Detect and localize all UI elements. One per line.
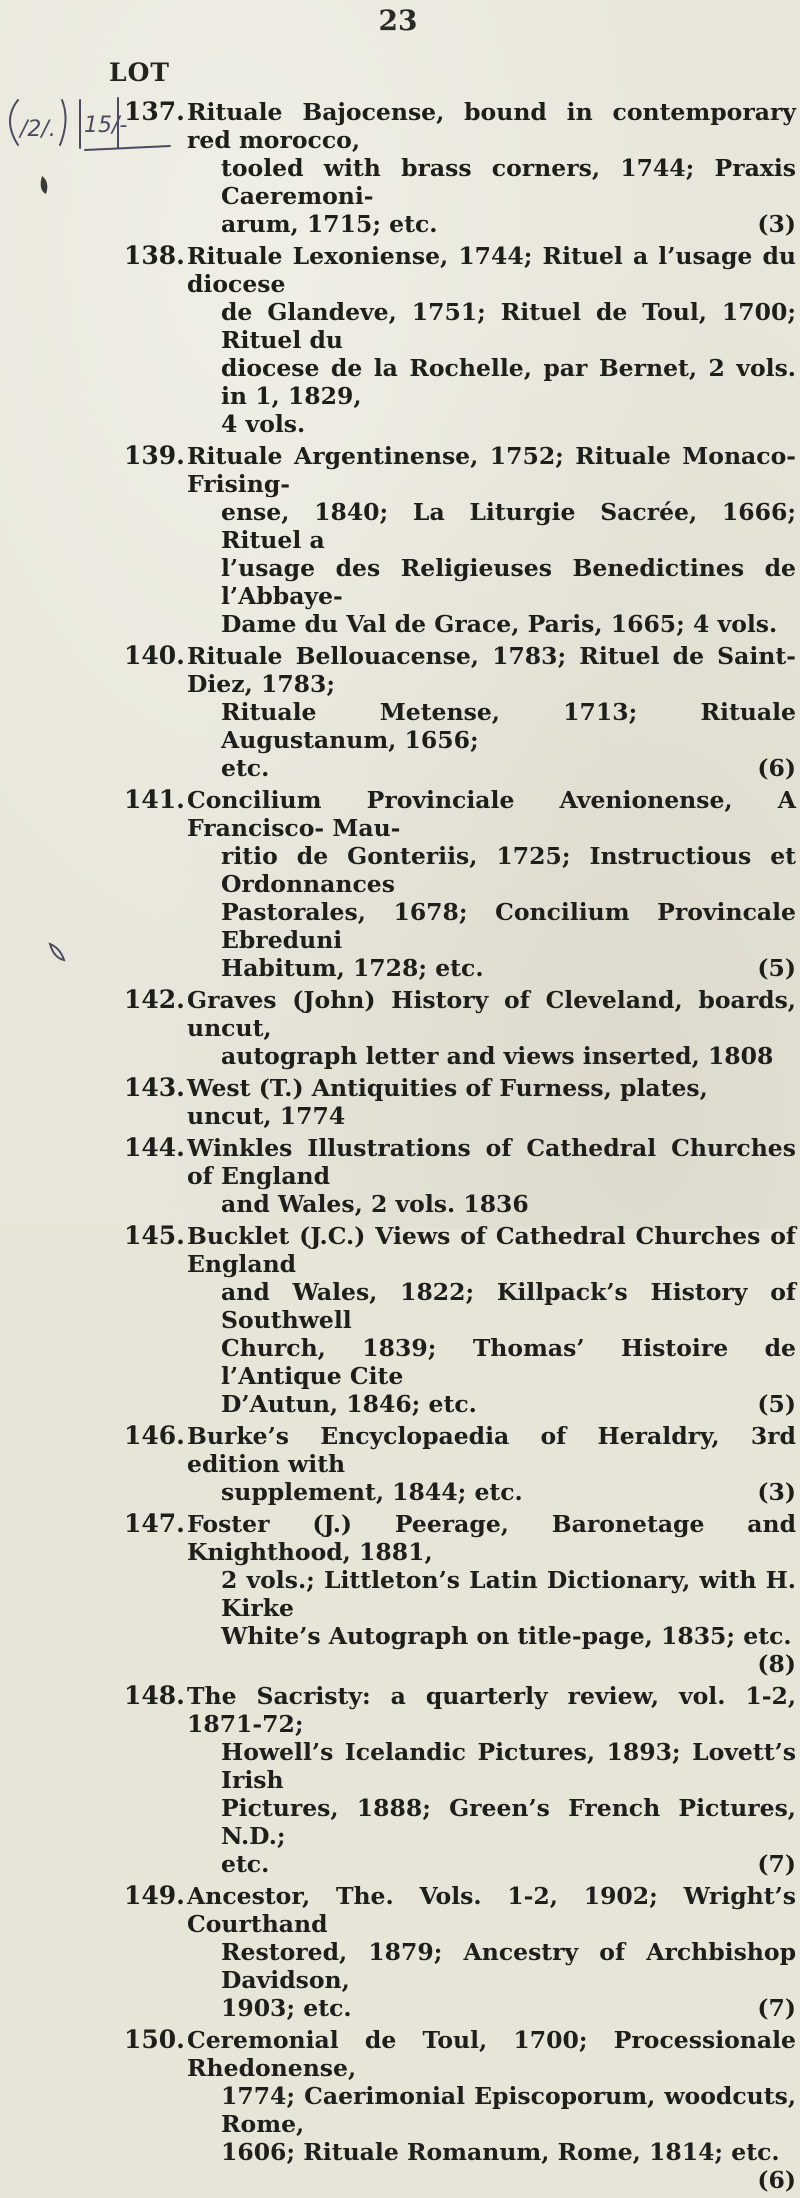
lot-number: 138.: [124, 241, 185, 270]
volume-count: (5): [757, 954, 796, 982]
volume-count: (5): [757, 1390, 796, 1418]
lot-number: 142.: [124, 985, 185, 1014]
desc-line: Restored, 1879; Ancestry of Archbishop Davidson,: [221, 1938, 796, 1994]
desc-line: and Wales, 1822; Killpack’s History of Southwell: [221, 1278, 796, 1334]
lot-number: 146.: [124, 1421, 185, 1450]
lot-entry-143: [124, 1074, 796, 1130]
volume-count: (8): [757, 1650, 796, 1678]
lot-entry-149: [124, 1882, 796, 2022]
desc-line-text: Habitum, 1728; etc.: [221, 954, 484, 982]
volume-count: (6): [757, 754, 796, 782]
desc-line: Pictures, 1888; Green’s French Pictures, N.D.;: [221, 1794, 796, 1850]
desc-line: Howell’s Icelandic Pictures, 1893; Lovett’s Irish: [221, 1738, 796, 1794]
price-note-left: /2/.: [20, 117, 56, 142]
desc-line: Dame du Val de Grace, Paris, 1665; 4 vols.: [221, 610, 778, 638]
lot-number: 148.: [124, 1681, 185, 1710]
lot-entry-147: [124, 1510, 796, 1678]
desc-line: The Sacristy: a quarterly review, vol. 1-2, 1871-72;: [187, 1682, 796, 1738]
desc-line-final: [187, 1390, 796, 1418]
pencil-mark-148: [50, 944, 64, 960]
lot-description: [187, 1074, 796, 1130]
desc-line: Rituale Argentinense, 1752; Rituale Monaco-Frising-: [187, 442, 796, 498]
lot-number: 137.: [124, 97, 185, 126]
lot-entry-144: [124, 1134, 796, 1218]
desc-line: 2 vols.; Littleton’s Latin Dictionary, with H. Kirke: [221, 1566, 796, 1622]
volume-count: (7): [757, 1994, 796, 2022]
desc-line-text: D’Autun, 1846; etc.: [221, 1390, 477, 1418]
lot-description: [187, 242, 796, 438]
lot-description: [187, 1222, 796, 1418]
lot-number: 149.: [124, 1881, 185, 1910]
desc-line-text: White’s Autograph on title-page, 1835; etc.: [221, 1622, 792, 1650]
lot-column-header: LOT: [109, 58, 170, 87]
lot-entry-140: [124, 642, 796, 782]
desc-line: Rituale Lexoniense, 1744; Rituel a l’usage du diocese: [187, 242, 796, 298]
lot-entry-142: [124, 986, 796, 1070]
lot-description: [187, 1682, 796, 1878]
desc-line-final: [187, 754, 796, 782]
lot-number: 147.: [124, 1509, 185, 1538]
desc-line: Winkles Illustrations of Cathedral Churches of England: [187, 1134, 796, 1190]
lot-entry-145: [124, 1222, 796, 1418]
desc-line-text: etc.: [221, 1850, 270, 1878]
desc-line-text: supplement, 1844; etc.: [221, 1478, 523, 1506]
desc-line-final: [187, 2138, 796, 2194]
lot-entry-150: [124, 2026, 796, 2194]
lot-description: [187, 1422, 796, 1506]
price-bracket-left: [10, 100, 18, 145]
desc-line: Church, 1839; Thomas’ Histoire de l’Antique Cite: [221, 1334, 796, 1390]
desc-line: Rituale Bellouacense, 1783; Rituel de Saint-Diez, 1783;: [187, 642, 796, 698]
lot-number: 140.: [124, 641, 185, 670]
volume-count: (6): [757, 2166, 796, 2194]
volume-count: (7): [757, 1850, 796, 1878]
desc-line: diocese de la Rochelle, par Bernet, 2 vols. in 1, 1829,: [221, 354, 796, 410]
lot-entry-139: [124, 442, 796, 638]
desc-line: ense, 1840; La Liturgie Sacrée, 1666; Rituel a: [221, 498, 796, 554]
lot-description: [187, 786, 796, 982]
desc-line: Concilium Provinciale Avenionense, A Francisco- Mau-: [187, 786, 796, 842]
ink-mark-138: [41, 176, 48, 194]
desc-line: Rituale Metense, 1713; Rituale Augustanum, 1656;: [221, 698, 796, 754]
desc-line-text: etc.: [221, 754, 270, 782]
desc-line: Pastorales, 1678; Concilium Provincale Ebreduni: [221, 898, 796, 954]
lot-description: [187, 642, 796, 782]
desc-line: tooled with brass corners, 1744; Praxis Caeremoni-: [221, 154, 796, 210]
lot-description: [187, 98, 796, 238]
lot-description: [187, 1882, 796, 2022]
lot-description: [187, 1510, 796, 1678]
desc-line-final: [187, 1622, 796, 1678]
lot-number: 143.: [124, 1073, 185, 1102]
desc-line: 1774; Caerimonial Episcoporum, woodcuts, Rome,: [221, 2082, 796, 2138]
desc-line-final: [187, 1850, 796, 1878]
lot-description: [187, 986, 796, 1070]
desc-line: Ancestor, The. Vols. 1-2, 1902; Wright’s Courthand: [187, 1882, 796, 1938]
desc-line-final: [187, 954, 796, 982]
desc-line-final: [187, 1478, 796, 1506]
desc-line-text: 1606; Rituale Romanum, Rome, 1814; etc.: [221, 2138, 780, 2166]
desc-line: West (T.) Antiquities of Furness, plates, uncut, 1774: [187, 1074, 708, 1130]
lot-number: 144.: [124, 1133, 185, 1162]
desc-line: Foster (J.) Peerage, Baronetage and Knighthood, 1881,: [187, 1510, 796, 1566]
desc-line: Ceremonial de Toul, 1700; Processionale Rhedonense,: [187, 2026, 796, 2082]
lot-entry-146: [124, 1422, 796, 1506]
desc-line: 4 vols.: [221, 410, 306, 438]
desc-line-text: arum, 1715; etc.: [221, 210, 438, 238]
desc-line-text: 1903; etc.: [221, 1994, 352, 2022]
desc-line: Burke’s Encyclopaedia of Heraldry, 3rd edition with: [187, 1422, 796, 1478]
desc-line: l’usage des Religieuses Benedictines de l’Abbaye-: [221, 554, 796, 610]
page-number: 23: [378, 4, 418, 37]
price-bracket-mid: [60, 100, 66, 145]
desc-line: Graves (John) History of Cleveland, boards, uncut,: [187, 986, 796, 1042]
lot-description: [187, 442, 796, 638]
desc-line: autograph letter and views inserted, 1808: [221, 1042, 774, 1070]
lot-number: 150.: [124, 2025, 185, 2054]
desc-line: Rituale Bajocense, bound in contemporary red morocco,: [187, 98, 796, 154]
lot-description: [187, 1134, 796, 1218]
lot-entry-148: [124, 1682, 796, 1878]
volume-count: (3): [757, 210, 796, 238]
lot-entry-137: [124, 98, 796, 238]
lot-entry-138: [124, 242, 796, 438]
lot-number: 141.: [124, 785, 185, 814]
price-note-right: 15/-: [84, 113, 128, 138]
lot-number: 145.: [124, 1221, 185, 1250]
desc-line: ritio de Gonteriis, 1725; Instructious et Ordonnances: [221, 842, 796, 898]
lot-description: [187, 2026, 796, 2194]
desc-line: and Wales, 2 vols. 1836: [221, 1190, 529, 1218]
desc-line-final: [187, 1994, 796, 2022]
lot-list: [124, 98, 796, 2198]
lot-entry-141: [124, 786, 796, 982]
desc-line: de Glandeve, 1751; Rituel de Toul, 1700; Rituel du: [221, 298, 796, 354]
volume-count: (3): [757, 1478, 796, 1506]
desc-line-final: [187, 210, 796, 238]
lot-number: 139.: [124, 441, 185, 470]
desc-line: Bucklet (J.C.) Views of Cathedral Churches of England: [187, 1222, 796, 1278]
